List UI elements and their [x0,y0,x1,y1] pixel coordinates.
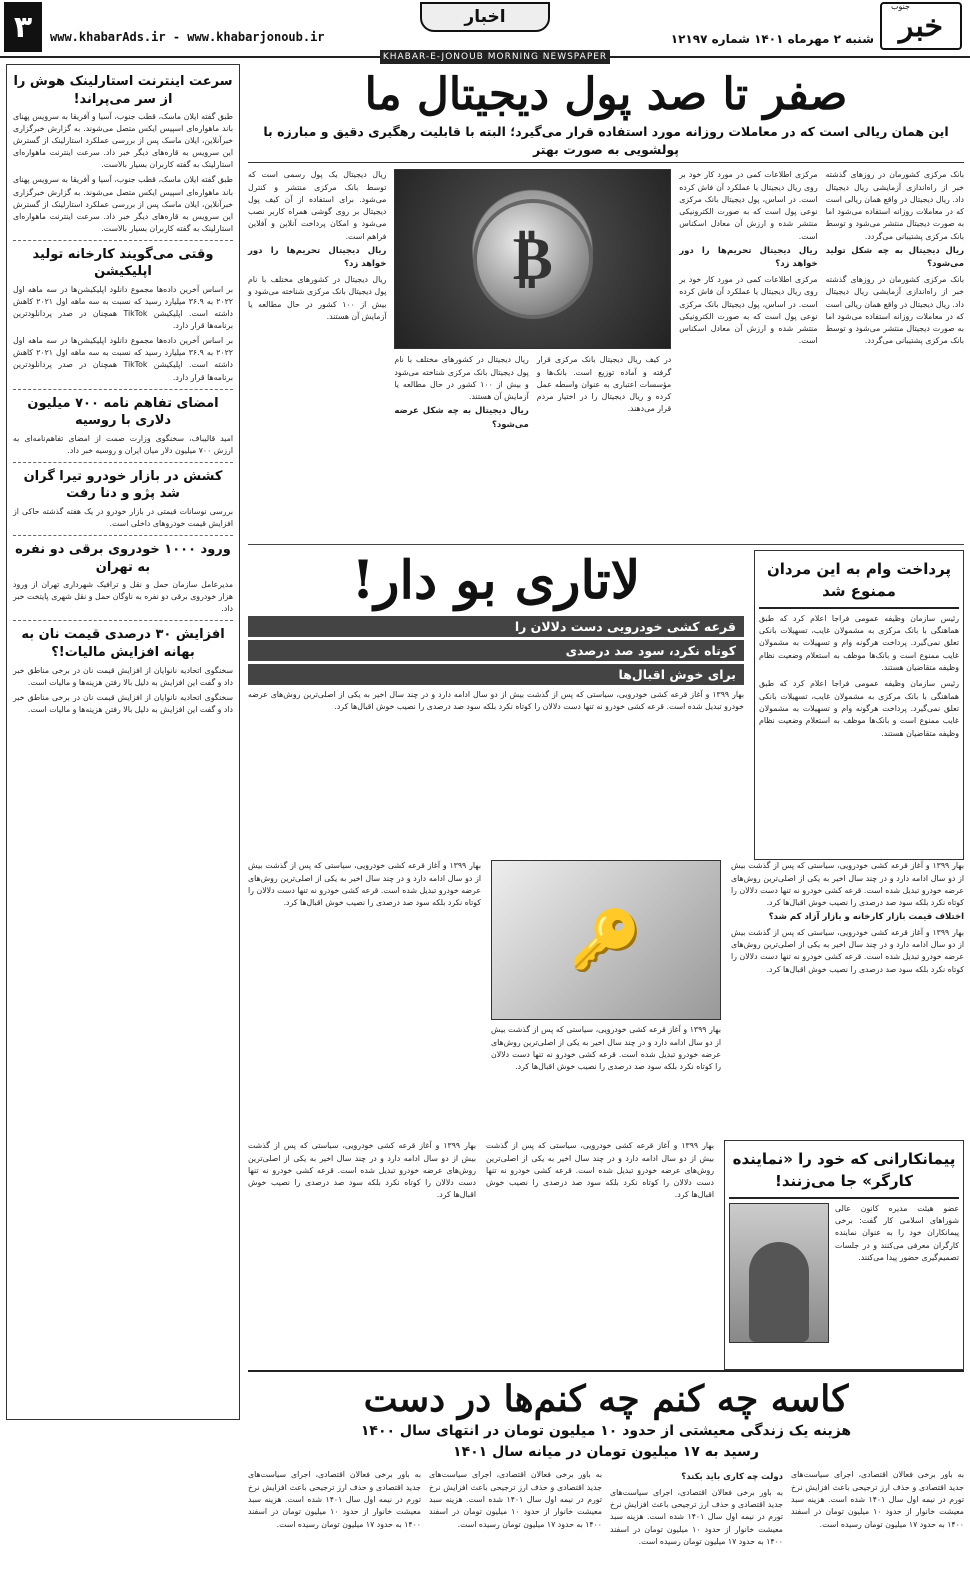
divider [13,462,233,463]
story-body: بررسی نوسانات قیمتی در بازار خودرو در یک هفته گذشته حاکی از افزایش قیمت خودروهای داخلی است. [13,506,233,529]
divider [13,535,233,536]
bowl-body: به باور برخی فعالان اقتصادی، اجرای سیاست‌های جدید اقتصادی و حذف ارز ترجیحی باعث افزایش نرخ تورم در نیمه اول سال ۱۴۰۱ شده است. هزینه سبد معیشت خانوار از حدود ۱۰ میلیون تومان در اسفند ۱۴۰۰ به حدود ۱۷ میلیون تومان رسیده است. [429,1470,602,1529]
page-number: ۳ [4,2,42,52]
main-content [248,64,964,1589]
lottery-subhead: قرعه کشی خودرویی دست دلالان را [248,616,744,637]
column-text: بهار ۱۳۹۹ و آغاز قرعه کشی خودرویی، سیاستی که پس از گذشت بیش از دو سال ادامه دارد و در چند سال اخیر به یکی از اصلی‌ترین روش‌های عرضه خودرو تبدیل شده است. قرعه کشی خودرو نه تنها دست دلالان را کوتاه نکرد بلکه سود صد درصدی را نصیب خوش اقبال‌ها کرد. [731,861,964,908]
lottery-body: بهار ۱۳۹۹ و آغاز قرعه کشی خودرویی، سیاستی که پس از گذشت بیش از دو سال ادامه دارد و در چند سال اخیر به یکی از اصلی‌ترین روش‌های عرضه خودرو تبدیل شده است. قرعه کشی خودرو نه تنها دست دلالان را کوتاه نکرد بلکه سود صد درصدی را نصیب خوش اقبال‌ها کرد. [486,1141,714,1200]
article-column [394,169,671,539]
lottery-body: بهار ۱۳۹۹ و آغاز قرعه کشی خودرویی، سیاستی که پس از گذشت بیش از دو سال ادامه دارد و در چند سال اخیر به یکی از اصلی‌ترین روش‌های عرضه خودرو تبدیل شده است. قرعه کشی خودرو نه تنها دست دلالان را کوتاه نکرد بلکه سود صد درصدی را نصیب خوش اقبال‌ها کرد. [248,1141,476,1200]
lottery-article [248,550,744,860]
worker-article [724,1140,964,1370]
story-body: بر اساس آخرین داده‌ها مجموع دانلود اپلیکیشن‌ها در سه ماهه اول ۲۰۲۲ به ۳۶.۹ میلیارد رسید که نسبت به سه ماهه اول ۲۰۲۱ کاهش داشته است. اپلیکیشن TikTok همچنان در صدر پردانلودترین برنامه‌ها قرار دارد. [13,336,233,382]
bowl-body: به باور برخی فعالان اقتصادی، اجرای سیاست‌های جدید اقتصادی و حذف ارز ترجیحی باعث افزایش نرخ تورم در نیمه اول سال ۱۴۰۱ شده است. هزینه سبد معیشت خانوار از حدود ۱۰ میلیون تومان در اسفند ۱۴۰۰ به حدود ۱۷ میلیون تومان رسیده است. [248,1470,421,1529]
sidebar-news-column [6,64,240,1420]
article-column [248,169,386,539]
column-text: بانک مرکزی کشورمان در روزهای گذشته خبر از راه‌اندازی آزمایشی ریال دیجیتال داد. ریال دیجیتال در واقع همان ریالی است که در معاملات روزانه استفاده می‌شود اما به صورت دیجیتال منتشر می‌شود و توسط بانک مرکزی پشتیبانی می‌گردد. [825,274,964,346]
lottery-body [731,860,964,1140]
worker-body: عضو هیئت مدیره کانون عالی شوراهای اسلامی کار گفت: برخی پیمانکاران خود را به عنوان نماینده کارگران معرفی می‌کنند و در جلسات تصمیم‌گیری حضور پیدا می‌کنند. [835,1203,959,1262]
column-text: ریال دیجیتال یک پول رسمی است که توسط بانک مرکزی منتشر و کنترل می‌شود. برای استفاده از آن کیف پول دیجیتال بر روی گوشی همراه کاربر نصب می‌شود و امکان پرداخت آنلاین و آفلاین فراهم است. [247,170,387,241]
loan-body: رئیس سازمان وظیفه عمومی فراجا اعلام کرد که طبق هماهنگی با بانک مرکزی به مشمولان غایب، تسهیلات بانکی تعلق نمی‌گیرد. پرداخت هرگونه وام و تسهیلات به مشمولان غایب ممنوع است و بانک‌ها موظف به استعلام وضعیت نظام وظیفه متقاضیان هستند. [759,613,959,672]
website-urls: www.khabarAds.ir - www.khabarjonoub.ir [50,30,325,44]
worker-photo-wrapper [729,1203,829,1343]
story-title: وقتی می‌گویند کارخانه تولید اپلیکیشن [32,246,214,280]
divider [13,240,233,241]
column-heading: اختلاف قیمت بازار کارخانه و بازار آزاد کم شد؟ [768,912,964,923]
lottery-subhead: برای خوش اقبال‌ها [248,664,744,685]
bowl-body: به باور برخی فعالان اقتصادی، اجرای سیاست‌های جدید اقتصادی و حذف ارز ترجیحی باعث افزایش نرخ تورم در نیمه اول سال ۱۴۰۱ شده است. هزینه سبد معیشت خانوار از حدود ۱۰ میلیون تومان در اسفند ۱۴۰۰ به حدود ۱۷ میلیون تومان رسیده است. [791,1470,964,1529]
column-text: بهار ۱۳۹۹ و آغاز قرعه کشی خودرویی، سیاستی که پس از گذشت بیش از دو سال ادامه دارد و در چند سال اخیر به یکی از اصلی‌ترین روش‌های عرضه خودرو تبدیل شده است. قرعه کشی خودرو نه تنها دست دلالان را کوتاه نکرد بلکه سود صد درصدی را نصیب خوش اقبال‌ها کرد. [731,927,964,974]
bitcoin-photo [394,169,671,349]
car-key-photo-wrapper [491,860,721,1140]
bowl-subhead: رسید به ۱۷ میلیون تومان در میانه سال ۱۴۰۱ [453,1444,759,1461]
bowl-subhead: هزینه یک زندگی معیشتی از حدود ۱۰ میلیون تومان در انتهای سال ۱۴۰۰ [360,1423,852,1440]
worker-content [729,1203,959,1343]
column-heading: ریال دیجیتال تحریم‌ها را دور خواهد زد؟ [679,246,818,270]
lottery-body: بهار ۱۳۹۹ و آغاز قرعه کشی خودرویی، سیاستی که پس از گذشت بیش از دو سال ادامه دارد و در چند سال اخیر به یکی از اصلی‌ترین روش‌های عرضه خودرو تبدیل شده است. قرعه کشی خودرو نه تنها دست دلالان را کوتاه نکرد بلکه سود صد درصدی را نصیب خوش اقبال‌ها کرد. [491,1025,721,1072]
worker-title: پیمانکارانی که خود را «نماینده کارگر» جا می‌زنند! [729,1145,959,1199]
story-body: بر اساس آخرین داده‌ها مجموع دانلود اپلیکیشن‌ها در سه ماهه اول ۲۰۲۲ به ۳۶.۹ میلیارد رسید که نسبت به سه ماهه اول ۲۰۲۱ کاهش داشته است. اپلیکیشن TikTok همچنان در صدر پردانلودترین برنامه‌ها قرار دارد. [13,284,233,331]
column-heading: ریال دیجیتال به چه شکل عرضه می‌شود؟ [394,406,529,430]
logo-subtitle: جنوب [890,2,910,11]
divider [13,389,233,390]
story-body: مدیرعامل سازمان حمل و نقل و ترافیک شهرداری تهران از ورود هزار خودروی برقی دو نفره به ناوگان حمل و نقل شهری پایتخت خبر داد. [13,580,233,614]
masthead [0,0,970,62]
column-heading: ریال دیجیتال تحریم‌ها را دور خواهد زد؟ [247,246,387,270]
bitcoin-coin-icon: ₿ [473,199,593,319]
newspaper-logo: خبر [880,2,962,50]
article-column [826,169,964,539]
lottery-subheads [248,616,744,685]
loan-body: رئیس سازمان وظیفه عمومی فراجا اعلام کرد که طبق هماهنگی با بانک مرکزی به مشمولان غایب، تسهیلات بانکی تعلق نمی‌گیرد. پرداخت هرگونه وام و تسهیلات به مشمولان غایب ممنوع است و بانک‌ها موظف به استعلام وضعیت نظام وظیفه متقاضیان هستند. [759,679,959,738]
middle-section [248,550,964,860]
story-title: کشش در بازار خودرو تیرا گران شد پژو و دنا رفت [23,468,223,502]
lottery-headline: لاتاری بو دار! [351,550,641,612]
lottery-body: بهار ۱۳۹۹ و آغاز قرعه کشی خودرویی، سیاستی که پس از گذشت بیش از دو سال ادامه دارد و در چند سال اخیر به یکی از اصلی‌ترین روش‌های عرضه خودرو تبدیل شده است. قرعه کشی خودرو نه تنها دست دلالان را کوتاه نکرد بلکه سود صد درصدی را نصیب خوش اقبال‌ها کرد. [248,861,481,908]
person-silhouette [749,1242,809,1342]
column-text: ریال دیجیتال در کشورهای مختلف با نام پول دیجیتال بانک مرکزی شناخته می‌شود و بیش از ۱۰۰ کشور در حال مطالعه یا آزمایش آن هستند. [394,355,529,402]
lottery-subhead: کوتاه نکرد، سود صد درصدی [248,640,744,661]
section-tab: اخبار [420,2,550,32]
portrait-photo [729,1203,829,1343]
story-body: طبق گفته ایلان ماسک، قطب جنوب، آسیا و آفریقا به سرویس پهنای باند ماهواره‌ای اسپیس ایکس متصل می‌شوند. به گزارش خبرگزاری خبرآنلاین، ایلان ماسک پس از بررسی عملکرد استارلینک از گسترش این سرویس به قاره‌های دیگر خبر داد. سرعت اینترنت ماهواره‌ای استارلینک به گفته کاربران بسیار بالاست. [13,175,233,233]
divider [248,544,964,545]
loan-title: پرداخت وام به این مردان ممنوع شد [759,555,959,609]
story-title: ورود ۱۰۰۰ خودروی برقی دو نفره به تهران [15,542,231,575]
column-heading: دولت چه کاری باید بکند؟ [681,1472,783,1483]
story-body: سخنگوی اتحادیه نانوایان از افزایش قیمت نان در برخی مناطق خبر داد و گفت این افزایش به دلیل بالا رفتن هزینه‌ها و مالیات است. [13,692,233,714]
story-title: امضای تفاهم نامه ۷۰۰ میلیون دلاری با روسیه [27,395,219,429]
column-text: به باور برخی فعالان اقتصادی، اجرای سیاست‌های جدید اقتصادی و حذف ارز ترجیحی باعث افزایش نرخ تورم در نیمه اول سال ۱۴۰۱ شده است. هزینه سبد معیشت خانوار از حدود ۱۰ میلیون تومان در اسفند ۱۴۰۰ به حدود ۱۷ میلیون تومان رسیده است. [610,1487,783,1547]
column-text: بانک مرکزی کشورمان در روزهای گذشته خبر از راه‌اندازی آزمایشی ریال دیجیتال داد. ریال دیجیتال در واقع همان ریالی است که در معاملات روزانه استفاده می‌شود اما به صورت دیجیتال منتشر می‌شود و توسط بانک مرکزی پشتیبانی می‌گردد. [825,170,964,241]
digital-rial-article [248,169,964,539]
divider [13,620,233,621]
car-key-photo: 🔑 [491,860,721,1020]
column-text-wrapper [394,354,528,434]
bowl-article [248,1469,964,1589]
article-column [679,169,817,539]
bowl-body [610,1469,783,1589]
story-body: سخنگوی اتحادیه نانوایان از افزایش قیمت نان در برخی مناطق خبر داد و گفت این افزایش به دلیل بالا رفتن هزینه‌ها و مالیات است. [13,665,233,687]
lottery-continued [248,860,964,1140]
story-body: امید قالیباف، سخنگوی وزارت صمت از امضای تفاهم‌نامه‌ای به ارزش ۷۰۰ میلیون دلار میان ایران و روسیه خبر داد. [13,433,233,455]
worker-section [248,1140,964,1370]
main-headline: صفر تا صد پول دیجیتال ما [364,69,848,120]
issue-date: شنبه ۲ مهرماه ۱۴۰۱ شماره ۱۲۱۹۷ [670,32,874,46]
story-title: افزایش ۳۰ درصدی قیمت نان به بهانه افزایش مالیات!؟ [21,627,225,660]
lottery-body: بهار ۱۳۹۹ و آغاز قرعه کشی خودرویی، سیاستی که پس از گذشت بیش از دو سال ادامه دارد و در چند سال اخیر به یکی از اصلی‌ترین روش‌های عرضه خودرو تبدیل شده است. قرعه کشی خودرو نه تنها دست دلالان را کوتاه نکرد بلکه سود صد درصدی را نصیب خوش اقبال‌ها کرد. [248,689,744,711]
story-title: سرعت اینترنت استارلینک هوش را از سر می‌پراند! [13,74,233,107]
main-subhead: این همان ریالی است که در معاملات روزانه مورد استفاده قرار می‌گیرد؛ البته با قابلیت رهگیری دقیق و مبارزه با پولشویی به صورت بهتر [248,123,964,163]
column-text: در کیف ریال دیجیتال بانک مرکزی قرار گرفته و آماده توزیع است. بانک‌ها و مؤسسات اعتباری به عنوان واسطه عمل کرده و ریال دیجیتال را در اختیار مردم قرار می‌دهند. [536,355,672,414]
column-text: مرکزی اطلاعات کمی در مورد کار خود بر روی ریال دیجیتال یا عملکرد آن فاش کرده است. در اساس، پول دیجیتال بانک مرکزی نوعی پول است که به صورت الکترونیکی منتشر شده و ارزش آن معادل اسکناس است. [679,274,818,346]
story-body: طبق گفته ایلان ماسک، قطب جنوب، آسیا و آفریقا به سرویس پهنای باند ماهواره‌ای اسپیس ایکس متصل می‌شوند. به گزارش خبرگزاری خبرآنلاین، ایلان ماسک پس از بررسی عملکرد استارلینک از گسترش این سرویس به قاره‌های دیگر خبر داد. سرعت اینترنت ماهواره‌ای استارلینک به گفته کاربران بسیار بالاست. [13,112,233,170]
loan-news-box [754,550,964,860]
column-text: ریال دیجیتال در کشورهای مختلف با نام پول دیجیتال بانک مرکزی شناخته می‌شود و بیش از ۱۰۰ کشور در حال مطالعه یا آزمایش آن هستند. [247,274,387,321]
bowl-headline: کاسه چه کنم چه کنم‌ها در دست [248,1370,964,1421]
tagline: KHABAR-E-JONOUB MORNING NEWSPAPER [380,50,610,64]
column-heading: ریال دیجیتال به چه شکل تولید می‌شود؟ [825,246,964,270]
column-text: مرکزی اطلاعات کمی در مورد کار خود بر روی ریال دیجیتال یا عملکرد آن فاش کرده است. در اساس، پول دیجیتال بانک مرکزی نوعی پول است که به صورت الکترونیکی منتشر شده و ارزش آن معادل اسکناس است. [679,170,818,241]
